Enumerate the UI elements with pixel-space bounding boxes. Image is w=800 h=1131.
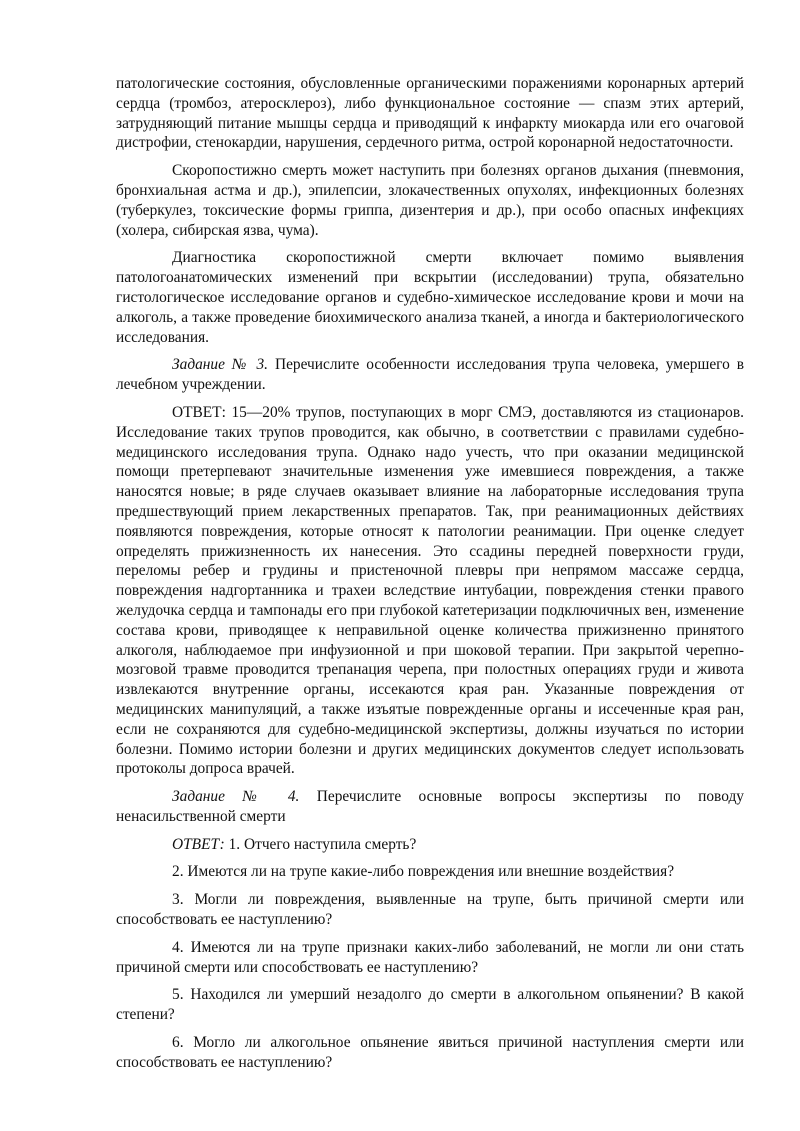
task-3-heading: Задание № 3. xyxy=(172,356,269,374)
paragraph-coronary-conditions xyxy=(116,74,744,153)
paragraph-text: 1. Отчего наступила смерть? xyxy=(224,835,417,853)
paragraph-text: 6. Могло ли алкогольное опьянение явиться причиной наступления смерти или способствовать ее наступлению? xyxy=(116,1034,744,1071)
paragraph-text: 2. Имеются ли на трупе какие-либо повреждения или внешние воздействия? xyxy=(172,863,675,881)
paragraph-answer-3 xyxy=(116,403,744,779)
task-4-heading: Задание № 4. xyxy=(172,788,300,806)
paragraph-text: Диагностика скоропостижной смерти включает помимо выявления патологоанатомических изменений при вскрытии (исследовании) трупа, обязательно гистологическое исследование органов и судебно-химическое исследование крови и мочи на алкоголь, а также проведение биохимического анализа тканей, а иногда и бактериологического исследования. xyxy=(116,249,744,346)
paragraph-text: Перечислите основные вопросы экспертизы по поводу ненасильственной смерти xyxy=(116,788,744,825)
paragraph-text: 5. Находился ли умерший незадолго до смерти в алкогольном опьянении? В какой степени? xyxy=(116,986,744,1024)
document-page xyxy=(116,74,744,1081)
paragraph-diagnostics xyxy=(116,248,744,347)
answer-question-2 xyxy=(116,862,744,882)
answer-question-3 xyxy=(116,890,744,930)
paragraph-text: Скоропостижно смерть может наступить при болезнях органов дыхания (пневмония, бронхиальная астма и др.), эпилепсии, злокачественных опухолях, инфекционных болезнях (туберкулез, токсические формы гриппа, дизентерия и др.), при особо опасных инфекциях (холера, сибирская язва, чума). xyxy=(116,162,744,239)
paragraph-text: Перечислите особенности исследования трупа человека, умершего в лечебном учреждении. xyxy=(116,356,744,394)
answer-question-1 xyxy=(116,835,744,855)
paragraph-text: патологические состояния, обусловленные органическими поражениями коронарных артерий сердца (тромбоз, атеросклероз), либо функциональное состояние — спазм этих артерий, затрудняющий питание мышцы сердца и приводящий к инфаркту миокарда или его очаговой дистрофии, стенокардии, нарушения, сердечного ритма, острой коронарной недостаточности. xyxy=(116,75,744,152)
paragraph-sudden-death-diseases xyxy=(116,161,744,240)
answer-question-5 xyxy=(116,985,744,1025)
answer-question-6 xyxy=(116,1033,744,1073)
paragraph-task-3 xyxy=(116,355,744,395)
paragraph-text: 3. Могли ли повреждения, выявленные на трупе, быть причиной смерти или способствовать ее наступлению? xyxy=(116,891,744,929)
paragraph-task-4 xyxy=(116,787,744,827)
answer-question-4 xyxy=(116,938,744,978)
answer-label: ОТВЕТ: xyxy=(172,835,225,853)
paragraph-text: 4. Имеются ли на трупе признаки каких-либо заболеваний, не могли ли они стать причиной смерти или способствовать ее наступлению? xyxy=(116,938,744,976)
paragraph-text: ОТВЕТ: 15—20% трупов, поступающих в морг СМЭ, доставляются из стационаров. Исследование таких трупов проводится, как обычно, в соответствии с правилами судебно-медицинского исследования трупа. Однако надо учесть, что при оказании медицинской помощи претерпевают значительные изменения уже имевшиеся повреждения, а также наносятся новые; в ряде случаев оказывает влияние на лабораторные исследования трупа предшествующий прием лекарственных препаратов. Так, при реанимационных действиях появляются повреждения, которые относят к патологии реанимации. При оценке следует определять прижизненность их нанесения. Это ссадины передней поверхности груди, переломы ребер и грудины и пристеночной плевры при непрямом массаже сердца, повреждения надгортанника и трахеи вследствие интубации, повреждения стенки правого желудочка сердца и тампонады его при глубокой катетеризации подключичных вен, изменение состава крови, приводящее к неправильной оценке количества прижизненно принятого алкоголя, наблюдаемое при инфузионной и при шоковой терапии. При закрытой черепно-мозговой травме проводится трепанация черепа, при полостных операциях груди и живота извлекаются внутренние органы, иссекаются края ран. Указанные повреждения от медицинских манипуляций, а также изъятые поврежденные органы и иссеченные края ран, если не сохраняются для судебно-медицинской экспертизы, должны изучаться по истории болезни. Помимо истории болезни и других медицинских документов следует использовать протоколы допроса врачей. xyxy=(116,403,744,778)
